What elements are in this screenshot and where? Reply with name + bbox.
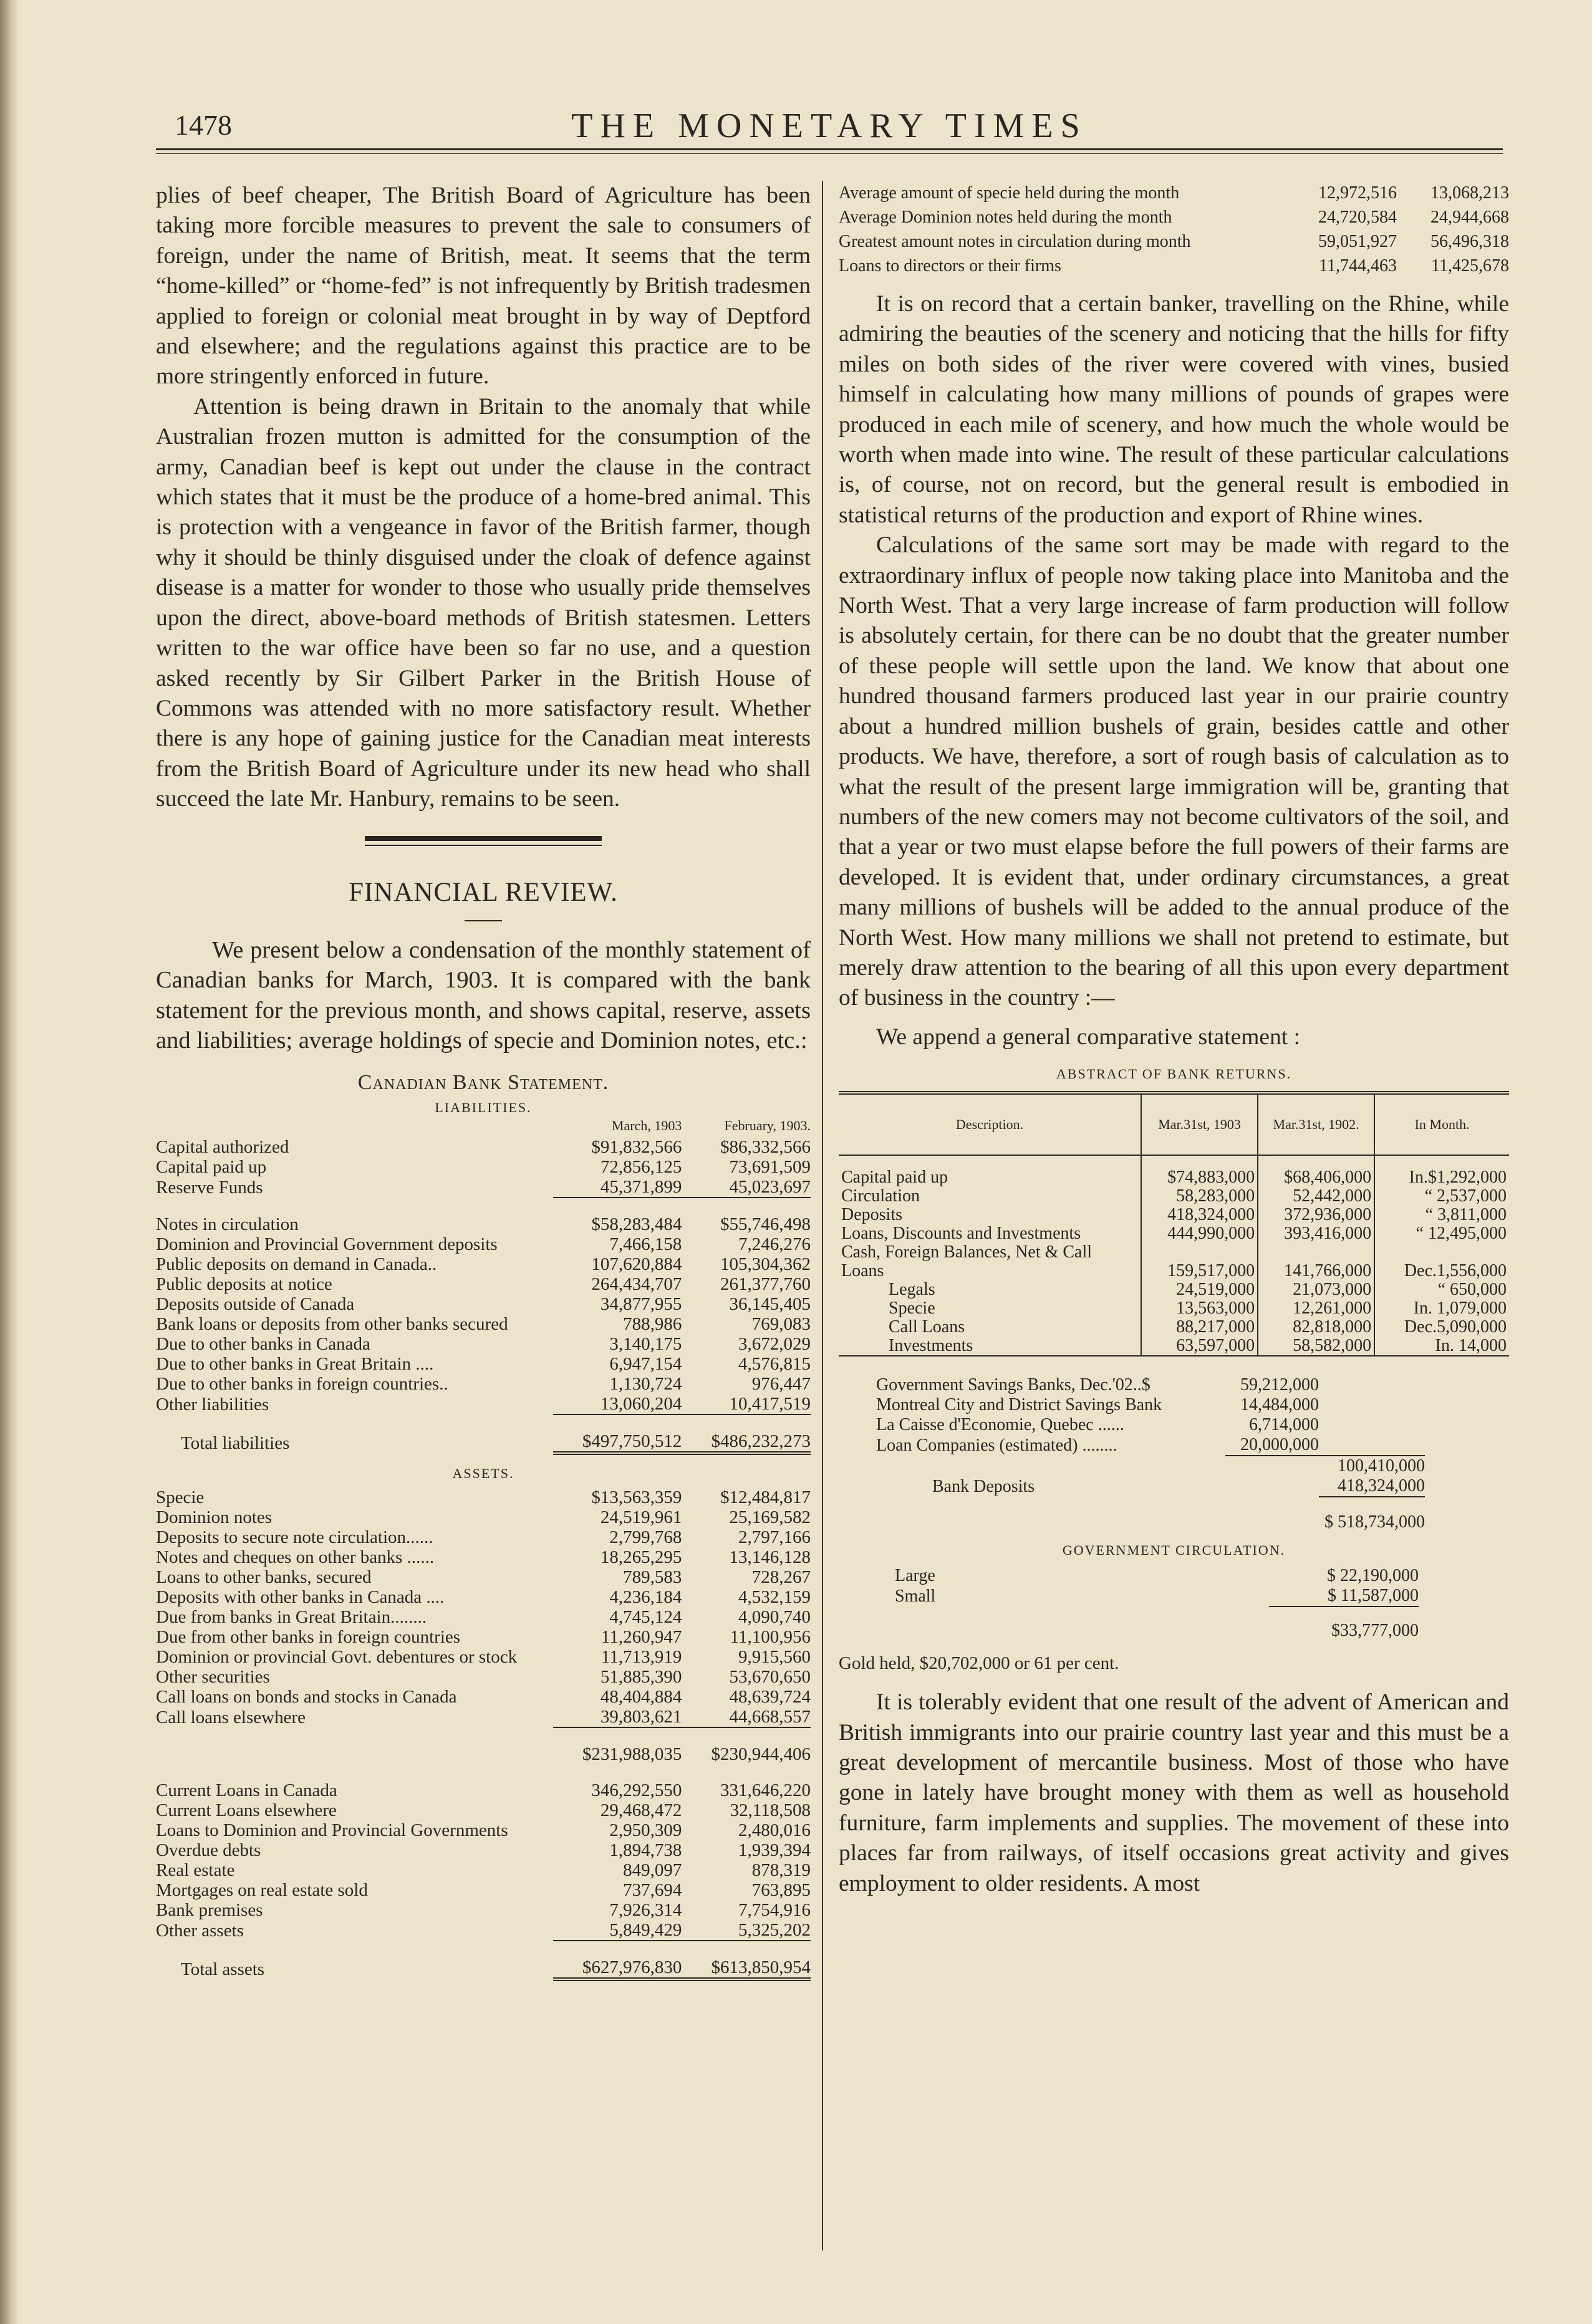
- abstract-row: [839, 1280, 1509, 1299]
- abstract-row-label: Loans, Discounts and Investments: [841, 1224, 1081, 1244]
- abstract-row: [839, 1187, 1509, 1206]
- asset-row: [156, 1900, 811, 1920]
- abstract-1903: 63,597,000: [1141, 1337, 1258, 1356]
- total-assets-label: Total assets: [181, 1959, 265, 1979]
- abstract-row-label: Specie: [889, 1299, 935, 1318]
- abs-col-1902: Mar.31st, 1902.: [1258, 1093, 1374, 1155]
- asset-row: [156, 1527, 811, 1547]
- government-circulation-heading: GOVERNMENT CIRCULATION.: [1062, 1542, 1286, 1558]
- asset-row: [156, 1800, 811, 1820]
- asset-row-march: $13,563,359: [591, 1487, 682, 1507]
- gov-total-row: [876, 1606, 1419, 1641]
- liability-row: [156, 1177, 811, 1198]
- liability-row-march: 7,466,158: [609, 1234, 682, 1254]
- left-column: [156, 181, 811, 1981]
- liability-row-march: 3,140,175: [609, 1333, 682, 1354]
- abstract-row-label: Legals: [889, 1280, 935, 1300]
- asset-row-feb: 878,319: [751, 1860, 811, 1880]
- savings-row: [876, 1395, 1425, 1415]
- column-header-row: [156, 1116, 811, 1137]
- heading-dash: [465, 920, 502, 921]
- asset-row-march: 2,950,309: [609, 1820, 682, 1840]
- abstract-row: [839, 1243, 1509, 1280]
- abstract-month: “ 12,495,000: [1374, 1224, 1509, 1243]
- abstract-1902: 372,936,000: [1258, 1206, 1374, 1224]
- liability-row-label: Capital paid up: [156, 1156, 267, 1177]
- abstract-1902: 52,442,000: [1258, 1187, 1374, 1206]
- asset-row-march: 18,265,295: [600, 1547, 682, 1567]
- abstract-1903: 58,283,000: [1141, 1187, 1258, 1206]
- savings-value: 20,000,000: [1240, 1435, 1319, 1455]
- total-liabilities-march: $497,750,512: [553, 1431, 682, 1453]
- savings-total-row: [876, 1456, 1425, 1476]
- abstract-1902: 141,766,000: [1258, 1243, 1374, 1280]
- abstract-row: [839, 1206, 1509, 1224]
- asset-row: [156, 1507, 811, 1527]
- bank-deposits-label: Bank Deposits: [932, 1477, 1035, 1497]
- gold-held-line: Gold held, $20,702,000 or 61 per cent.: [839, 1653, 1119, 1674]
- asset-row-label: Due from banks in Great Britain........: [156, 1606, 427, 1627]
- abstract-1902: 21,073,000: [1258, 1280, 1374, 1299]
- liability-row: [156, 1137, 811, 1157]
- abstract-row-label: Call Loans: [889, 1317, 965, 1337]
- asset-row: [156, 1860, 811, 1880]
- asset-row-feb: 728,267: [751, 1567, 811, 1587]
- abstract-row-label: Cash, Foreign Balances, Net & Call Loans: [841, 1242, 1093, 1281]
- liability-row-march: 107,620,884: [591, 1254, 682, 1274]
- liability-row-march: 72,856,125: [600, 1156, 682, 1177]
- total-assets-feb: $613,850,954: [682, 1957, 811, 1979]
- savings-extra: [1319, 1375, 1425, 1395]
- asset-row: [156, 1667, 811, 1687]
- liability-row-feb: 73,691,509: [729, 1156, 811, 1177]
- gov-total: $33,777,000: [1269, 1606, 1419, 1641]
- bank-statement-title: Canadian Bank Statement.: [357, 1070, 609, 1094]
- liability-row-feb: 976,447: [751, 1373, 811, 1394]
- liability-row-march: 264,434,707: [591, 1274, 682, 1294]
- total-assets-march: $627,976,830: [553, 1957, 682, 1979]
- asset-row-feb: 5,325,202: [682, 1920, 811, 1941]
- summary-feb: 56,496,318: [1430, 232, 1509, 251]
- asset-row-march: 51,885,390: [600, 1666, 682, 1687]
- column-divider: [822, 181, 823, 2250]
- liability-row-march: $91,832,566: [591, 1136, 682, 1157]
- asset-row-march: 4,236,184: [609, 1587, 682, 1607]
- liability-row-feb: $55,746,498: [720, 1214, 811, 1234]
- asset-row-march: 48,404,884: [600, 1686, 682, 1707]
- savings-value: 59,212,000: [1240, 1375, 1319, 1395]
- grand-total: $ 518,734,000: [1319, 1497, 1425, 1532]
- savings-value: 6,714,000: [1249, 1415, 1319, 1435]
- abstract-month: In. 1,079,000: [1374, 1299, 1509, 1318]
- section-separator-thin: [365, 845, 602, 846]
- asset-row-feb: 44,668,557: [682, 1707, 811, 1727]
- asset-row-feb: 2,797,166: [738, 1527, 811, 1547]
- savings-label: Montreal City and District Savings Bank: [876, 1395, 1162, 1415]
- asset-row-label: Specie: [156, 1487, 205, 1507]
- asset-row-march: 849,097: [623, 1860, 682, 1880]
- asset-row-label: Due from other banks in foreign countries: [156, 1626, 461, 1647]
- right-column: [839, 181, 1509, 1899]
- abstract-1903: 13,563,000: [1141, 1299, 1258, 1318]
- liability-row-march: 45,371,899: [553, 1177, 682, 1198]
- abs-col-description: Description.: [839, 1093, 1141, 1155]
- article-paragraph: It is tolerably evident that one result of the advent of American and British immigrants into our prairie country last year and this must be a great development of mercantile business. Most of those who have gone in lately have brought money with them as well as household furniture, farm implements and supplies. The movement of these into places far from railways, of itself occasions great activity and gives employment to older residents. A most: [839, 1689, 1509, 1896]
- gov-row: [876, 1566, 1419, 1586]
- summary-row: [839, 254, 1509, 278]
- asset-row: [156, 1920, 811, 1941]
- abstract-row-label: Capital paid up: [841, 1168, 948, 1188]
- savings-label: Government Savings Banks, Dec.'02..$: [876, 1375, 1151, 1395]
- abstract-1903: $74,883,000: [1141, 1155, 1258, 1187]
- assets-heading: ASSETS.: [452, 1465, 514, 1481]
- asset-row-label: Mortgages on real estate sold: [156, 1880, 368, 1900]
- abstract-row-label: Investments: [839, 1337, 1141, 1356]
- summary-march: 11,744,463: [1319, 256, 1397, 276]
- savings-extra: [1319, 1435, 1425, 1456]
- asset-row-feb: 2,480,016: [738, 1820, 811, 1840]
- asset-row-feb: 25,169,582: [729, 1507, 811, 1527]
- asset-row: [156, 1567, 811, 1587]
- abstract-1902: 12,261,000: [1258, 1299, 1374, 1318]
- asset-row-feb: 4,532,159: [738, 1587, 811, 1607]
- total-liabilities-feb: $486,232,273: [682, 1431, 811, 1453]
- abstract-row-label: Deposits: [841, 1205, 902, 1225]
- abstract-row: [839, 1299, 1509, 1318]
- asset-row-march: 29,468,472: [600, 1800, 682, 1820]
- abstract-1902: 393,416,000: [1258, 1224, 1374, 1243]
- abstract-1902: 82,818,000: [1258, 1318, 1374, 1337]
- liability-row-label: Due to other banks in Great Britain ....: [156, 1353, 434, 1374]
- summary-label: Loans to directors or their firms: [839, 256, 1061, 276]
- asset-row-march: 24,519,961: [600, 1507, 682, 1527]
- abstract-month: “ 3,811,000: [1374, 1206, 1509, 1224]
- abstract-1903: 88,217,000: [1141, 1318, 1258, 1337]
- savings-row: [876, 1375, 1425, 1395]
- asset-row: [156, 1487, 811, 1507]
- abstract-1902: $68,406,000: [1258, 1155, 1374, 1187]
- asset-row: [156, 1627, 811, 1647]
- header-rule-thin: [156, 153, 1503, 154]
- asset-row: [156, 1647, 811, 1667]
- asset-row-feb: 4,090,740: [738, 1606, 811, 1627]
- abstract-month: “ 650,000: [1374, 1280, 1509, 1299]
- asset-row-label: Loans to Dominion and Provincial Governments: [156, 1820, 508, 1840]
- liability-row: [156, 1314, 811, 1334]
- assets-subtotal-march: $231,988,035: [582, 1744, 682, 1764]
- article-paragraph: Attention is being drawn in Britain to the anomaly that while Australian frozen mutton is admitted for the consumption of the army, Canadian beef is kept out under the clause in the contract which states that it must be the produce of a home-bred animal. This is protection with a vengeance in favor of the British farmer, though why it should be thinly disguised under the cloak of defence against disease is a matter for wonder to those who usually pride themselves upon the direct, above-board methods of British statesmen. Letters written to the war office have been so far no use, and a question asked recently by Sir Gilbert Parker in the British House of Commons was attended with no more satisfactory result. Whether there is any hope of gaining justice for the Canadian meat interests from the British Board of Agriculture under its new head who shall succeed the late Mr. Hanbury, remains to be seen.: [156, 393, 811, 812]
- asset-row-feb: 1,939,394: [738, 1840, 811, 1860]
- savings-value: 14,484,000: [1240, 1395, 1319, 1415]
- financial-review-heading: FINANCIAL REVIEW.: [349, 877, 618, 907]
- summary-label: Greatest amount notes in circulation during month: [839, 232, 1191, 251]
- asset-row-march: 11,260,947: [601, 1626, 682, 1647]
- liability-row-label: Due to other banks in Canada: [156, 1333, 370, 1354]
- abstract-header-row: [839, 1093, 1509, 1155]
- asset-row-march: 11,713,919: [601, 1646, 682, 1667]
- summary-label: Average amount of specie held during the month: [839, 183, 1180, 203]
- summary-feb: 13,068,213: [1430, 183, 1509, 203]
- liability-row: [156, 1354, 811, 1374]
- total-liabilities-label: Total liabilities: [181, 1433, 290, 1453]
- asset-row-feb: 48,639,724: [729, 1686, 811, 1707]
- asset-row: [156, 1840, 811, 1860]
- asset-row-feb: 53,670,650: [729, 1666, 811, 1687]
- summary-row: [839, 205, 1509, 229]
- asset-row-label: Call loans elsewhere: [156, 1707, 306, 1727]
- asset-row-march: 2,799,768: [609, 1527, 682, 1547]
- asset-row-label: Other assets: [156, 1920, 244, 1941]
- asset-row-march: 789,583: [623, 1567, 682, 1587]
- asset-row-feb: 763,895: [751, 1880, 811, 1900]
- assets-subtotal-feb: $230,944,406: [711, 1744, 811, 1764]
- bank-deposits-row: [876, 1476, 1425, 1497]
- abstract-1903: 418,324,000: [1141, 1206, 1258, 1224]
- asset-row-feb: 11,100,956: [730, 1626, 811, 1647]
- page-binding-edge: [0, 0, 19, 2324]
- asset-row-label: Deposits with other banks in Canada ....: [156, 1587, 445, 1607]
- liability-row: [156, 1157, 811, 1177]
- liability-row: [156, 1254, 811, 1274]
- asset-row-label: Current Loans elsewhere: [156, 1800, 337, 1820]
- liability-row-label: Other liabilities: [156, 1394, 269, 1414]
- asset-row-feb: 9,915,560: [738, 1646, 811, 1667]
- liability-row-label: Dominion and Provincial Government deposits: [156, 1234, 498, 1254]
- page-number: 1478: [175, 109, 232, 141]
- abstract-bank-returns-table: [839, 1091, 1509, 1356]
- abstract-month: Dec.1,556,000: [1374, 1243, 1509, 1280]
- asset-row-march: 346,292,550: [591, 1780, 682, 1800]
- liability-row-feb: 45,023,697: [682, 1177, 811, 1198]
- asset-row-feb: 13,146,128: [729, 1547, 811, 1567]
- liability-row-label: Notes in circulation: [156, 1214, 299, 1234]
- asset-row-label: Notes and cheques on other banks ......: [156, 1547, 435, 1567]
- article-paragraph: We append a general comparative statement :: [876, 1024, 1300, 1050]
- page-header: [156, 100, 1503, 150]
- liability-row-feb: 10,417,519: [682, 1394, 811, 1414]
- asset-row-label: Dominion notes: [156, 1507, 273, 1527]
- abstract-row: [839, 1224, 1509, 1243]
- liability-row-feb: 36,145,405: [729, 1294, 811, 1314]
- liability-row-label: Due to other banks in foreign countries..: [156, 1373, 448, 1394]
- asset-row: [156, 1820, 811, 1840]
- col-march: March, 1903: [611, 1117, 682, 1133]
- gov-label: Large: [895, 1566, 935, 1586]
- total-liabilities-row: [156, 1431, 811, 1453]
- liability-row: [156, 1214, 811, 1234]
- liability-row-march: 13,060,204: [553, 1394, 682, 1414]
- specie-summary-table: [839, 181, 1509, 278]
- liability-row-label: Reserve Funds: [156, 1177, 263, 1198]
- liabilities-heading: LIABILITIES.: [435, 1099, 532, 1115]
- abstract-month: In. 14,000: [1374, 1337, 1509, 1356]
- assets-subtotal-row: [156, 1744, 811, 1764]
- article-paragraph: plies of beef cheaper, The British Board of Agriculture has been taking more forcible measures to prevent the sale to consumers of foreign, under the name of British, meat. It seems that the term “home-killed” or “home-fed” is not infrequently by British tradesmen applied to foreign or colonial meat brought in by way of Deptford and elsewhere; and the regulations against this practice are to be more stringently enforced in future.: [156, 183, 811, 390]
- abstract-row: [839, 1155, 1509, 1187]
- asset-row: [156, 1587, 811, 1607]
- asset-row-label: Current Loans in Canada: [156, 1780, 337, 1800]
- summary-march: 59,051,927: [1318, 232, 1397, 251]
- col-february: February, 1903.: [724, 1117, 811, 1133]
- article-paragraph: It is on record that a certain banker, travelling on the Rhine, while admiring the beauties of the scenery and noticing that the hills for fifty miles on both sides of the river were covered with vines, busied himself in calculating how many millions of pounds of grapes were produced in each mile of scenery, and how much the whole would be worth when made into wine. The result of these particular calculations is, of course, not on record, but the general result is embodied in statistical returns of the production and export of Rhine wines.: [839, 291, 1509, 528]
- liability-row-march: 788,986: [623, 1313, 682, 1334]
- savings-row: [876, 1435, 1425, 1456]
- asset-row-feb: 331,646,220: [720, 1780, 811, 1800]
- gov-value: $ 22,190,000: [1327, 1566, 1419, 1586]
- asset-row-feb: 32,118,508: [730, 1800, 811, 1820]
- abstract-row: [839, 1318, 1509, 1337]
- asset-row: [156, 1607, 811, 1627]
- abstract-1903: 159,517,000: [1141, 1243, 1258, 1280]
- asset-row-label: Other securities: [156, 1666, 270, 1687]
- total-assets-row: [156, 1957, 811, 1979]
- liability-row: [156, 1234, 811, 1254]
- bank-deposits-value: 418,324,000: [1338, 1476, 1425, 1496]
- liability-row-march: 34,877,955: [600, 1294, 682, 1314]
- government-circulation-table: [876, 1566, 1419, 1641]
- masthead-title: THE MONETARY TIMES: [571, 107, 1088, 145]
- abs-col-1903: Mar.31st, 1903: [1141, 1093, 1258, 1155]
- abstract-month: In.$1,292,000: [1374, 1155, 1509, 1187]
- abstract-row-label: Circulation: [841, 1186, 920, 1206]
- liability-row-march: 1,130,724: [609, 1373, 682, 1394]
- liability-row: [156, 1374, 811, 1394]
- liability-row-feb: $86,332,566: [720, 1136, 811, 1157]
- asset-row-feb: $12,484,817: [720, 1487, 811, 1507]
- gov-row: [876, 1586, 1419, 1606]
- asset-row-march: 7,926,314: [609, 1899, 682, 1920]
- abstract-1903: 444,990,000: [1141, 1224, 1258, 1243]
- asset-row-label: Dominion or provincial Govt. debentures or stock: [156, 1646, 518, 1667]
- asset-row: [156, 1707, 811, 1727]
- liability-row-label: Capital authorized: [156, 1136, 289, 1157]
- asset-row-march: 1,894,738: [609, 1840, 682, 1860]
- abstract-month: “ 2,537,000: [1374, 1187, 1509, 1206]
- liability-row-feb: 4,576,815: [738, 1353, 811, 1374]
- section-separator: [365, 836, 602, 841]
- summary-row: [839, 181, 1509, 205]
- savings-total: 100,410,000: [1319, 1456, 1425, 1476]
- summary-feb: 24,944,668: [1430, 208, 1509, 227]
- savings-label: La Caisse d'Economie, Quebec ......: [876, 1415, 1124, 1435]
- liability-row: [156, 1394, 811, 1414]
- asset-row: [156, 1780, 811, 1800]
- gov-value: $ 11,587,000: [1328, 1586, 1419, 1606]
- liability-row-feb: 261,377,760: [720, 1274, 811, 1294]
- asset-row-march: 4,745,124: [609, 1606, 682, 1627]
- asset-row-label: Deposits to secure note circulation......: [156, 1527, 433, 1547]
- liability-row-feb: 7,246,276: [738, 1234, 811, 1254]
- savings-row: [876, 1415, 1425, 1435]
- savings-label: Loan Companies (estimated) ........: [876, 1436, 1117, 1456]
- asset-row-label: Loans to other banks, secured: [156, 1567, 372, 1587]
- liability-row: [156, 1294, 811, 1314]
- liability-row: [156, 1334, 811, 1354]
- liability-row: [156, 1274, 811, 1294]
- liability-row-feb: 769,083: [751, 1313, 811, 1334]
- summary-label: Average Dominion notes held during the month: [839, 208, 1172, 227]
- liability-row-march: 6,947,154: [609, 1353, 682, 1374]
- asset-row-feb: 7,754,916: [738, 1899, 811, 1920]
- abstract-1903: 24,519,000: [1141, 1280, 1258, 1299]
- asset-row-label: Overdue debts: [156, 1840, 261, 1860]
- asset-row-march: 39,803,621: [553, 1707, 682, 1727]
- abstract-month: Dec.5,090,000: [1374, 1318, 1509, 1337]
- abstract-1902: 58,582,000: [1258, 1337, 1374, 1356]
- asset-row: [156, 1547, 811, 1567]
- savings-extra: [1319, 1415, 1425, 1435]
- abs-col-month: In Month.: [1374, 1093, 1509, 1155]
- gov-label: Small: [895, 1587, 936, 1606]
- header-rule: [156, 148, 1503, 150]
- grand-total-row: [876, 1497, 1425, 1532]
- savings-deposits-table: [876, 1375, 1425, 1532]
- bank-statement-table: [156, 1116, 811, 1981]
- liability-row-label: Bank loans or deposits from other banks secured: [156, 1313, 508, 1334]
- asset-row: [156, 1880, 811, 1900]
- asset-row-march: 5,849,429: [553, 1920, 682, 1941]
- asset-row-label: Call loans on bonds and stocks in Canada: [156, 1686, 457, 1707]
- article-paragraph: Calculations of the same sort may be made with regard to the extraordinary influx of people now taking place into Manitoba and the North West. That a very large increase of farm production will follow is absolutely certain, for there can be no doubt that the greater number of these people will settle upon the land. We know that about one hundred thousand farmers produced last year in our prairie country about a hundred million bushels of grain, besides cattle and other products. We have, therefore, a sort of rough basis of calculation as to what the result of the present large immigration will be, granting that numbers of the new comers may not become cultivators of the soil, and that a year or two must elapse before the full powers of their farms are developed. It is evident that, under ordinary circumstances, a great many millions of bushels will be added to the annual produce of the North West. How many millions we shall not pretend to estimate, but merely draw attention to the bearing of all this upon every department of business in the country :—: [839, 532, 1509, 1011]
- summary-feb: 11,425,678: [1431, 256, 1509, 276]
- asset-row: [156, 1687, 811, 1707]
- asset-row-march: 737,694: [623, 1880, 682, 1900]
- liability-row-label: Public deposits on demand in Canada..: [156, 1254, 437, 1274]
- liability-row-label: Deposits outside of Canada: [156, 1294, 355, 1314]
- liability-row-feb: 105,304,362: [720, 1254, 811, 1274]
- financial-review-intro: We present below a condensation of the monthly statement of Canadian banks for March, 1903. It is compared with the bank statement for the previous month, and shows capital, reserve, assets and liabilities; average holdings of specie and Dominion notes, etc.:: [156, 936, 811, 1054]
- liability-row-label: Public deposits at notice: [156, 1274, 332, 1294]
- summary-march: 24,720,584: [1318, 208, 1397, 227]
- summary-march: 12,972,516: [1318, 183, 1397, 203]
- abstract-heading: ABSTRACT OF BANK RETURNS.: [1056, 1066, 1292, 1082]
- liability-row-feb: 3,672,029: [738, 1333, 811, 1354]
- liability-row-march: $58,283,484: [591, 1214, 682, 1234]
- abstract-row: [839, 1337, 1509, 1356]
- savings-extra: [1319, 1395, 1425, 1415]
- asset-row-label: Bank premises: [156, 1899, 263, 1920]
- summary-row: [839, 229, 1509, 254]
- asset-row-label: Real estate: [156, 1860, 235, 1880]
